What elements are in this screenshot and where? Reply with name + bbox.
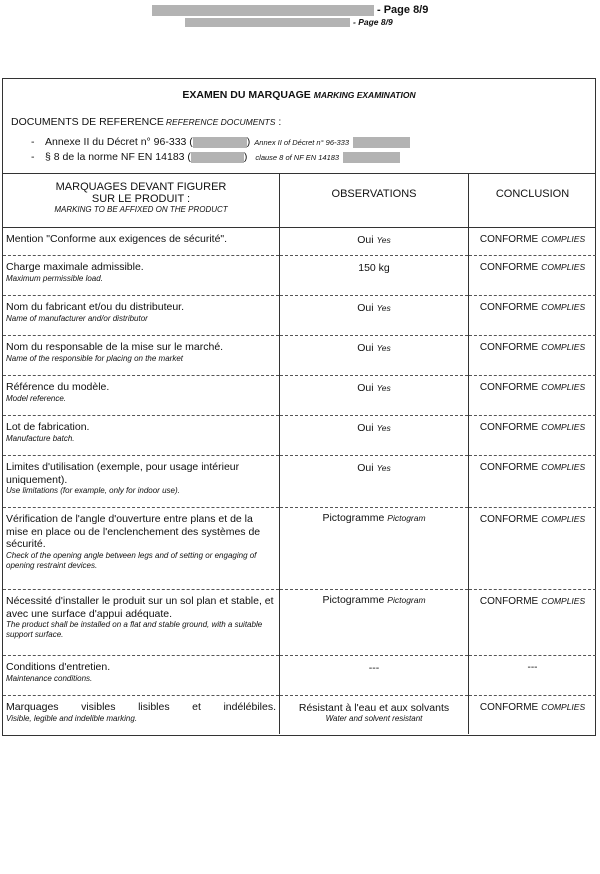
redaction-bar: [191, 152, 244, 163]
section-title: EXAMEN DU MARQUAGE MARKING EXAMINATION: [182, 89, 416, 101]
marking-column-header: MARQUAGES DEVANT FIGURER SUR LE PRODUIT : MARKING TO BE AFFIXED ON THE PRODUCT: [3, 173, 280, 228]
redaction-bar: [343, 152, 400, 163]
table-row: Référence du modèle. Model reference. Oui Yes CONFORME COMPLIES: [3, 376, 596, 416]
redaction-bar: [185, 18, 350, 27]
table-row: Conditions d'entretien. Maintenance conditions. --- ---: [3, 656, 596, 696]
table-row: Nom du responsable de la mise sur le marché. Name of the responsible for placing on the market Oui Yes CONFORME COMPLIES: [3, 336, 596, 376]
marking-examination-box: [2, 78, 596, 736]
redaction-bar: [193, 137, 247, 148]
marking-table: [3, 173, 596, 734]
redaction-bar: [152, 5, 374, 16]
table-row: Marquages visibles lisibles et indélébiles. Visible, legible and indelible marking. Résistant à l'eau et aux solvants Water and solvent resistant CONFORME COMPLIES: [3, 696, 596, 734]
reference-item-en: clause 8 of NF EN 14183: [255, 152, 340, 162]
page-number-italic: - Page 8/9: [353, 17, 393, 27]
conclusion-column-header: CONCLUSION: [469, 173, 597, 228]
reference-item: - § 8 de la norme NF EN 14183 ( ) clause 8 of NF EN 14183: [45, 151, 400, 163]
intro-section: [3, 79, 595, 174]
table-row: Nécessité d'installer le produit sur un sol plan et stable, et avec une surface d'appui adéquate. The product shall be installed on a flat and stable ground, with a suitable support surface. Pictogramme Pictogram CONFORME COMPLIES: [3, 590, 596, 656]
table-row: Lot de fabrication. Manufacture batch. Oui Yes CONFORME COMPLIES: [3, 416, 596, 456]
table-row: Charge maximale admissible. Maximum permissible load. 150 kg CONFORME COMPLIES: [3, 256, 596, 296]
header-line-italic: [185, 17, 393, 27]
page-header: [0, 2, 600, 32]
table-row: Limites d'utilisation (exemple, pour usage intérieur uniquement). Use limitations (for example, only for indoor use). Oui Yes CONFORME COMPLIES: [3, 456, 596, 508]
page-number-bold: - Page 8/9: [377, 4, 429, 16]
table-row: Mention "Conforme aux exigences de sécurité". Oui Yes CONFORME COMPLIES: [3, 228, 596, 256]
redaction-bar: [353, 137, 410, 148]
reference-documents-title: DOCUMENTS DE REFERENCE REFERENCE DOCUMENTS :: [11, 116, 282, 128]
observations-column-header: OBSERVATIONS: [280, 173, 469, 228]
table-row: Vérification de l'angle d'ouverture entre plans et de la mise en place ou de l'enclenchement des systèmes de sécurité. Check of the opening angle between legs and of setting or engaging of opening restraint devices. Pictogramme Pictogram CONFORME COMPLIES: [3, 508, 596, 590]
header-line-bold: [152, 4, 428, 16]
table-row: Nom du fabricant et/ou du distributeur. Name of manufacturer and/or distributor Oui Yes CONFORME COMPLIES: [3, 296, 596, 336]
reference-documents-title-en: REFERENCE DOCUMENTS: [165, 117, 276, 127]
reference-item: - Annexe II du Décret n° 96-333 ( ) Annex II of Décret n° 96-333: [45, 136, 410, 148]
section-title-en: MARKING EXAMINATION: [313, 90, 416, 100]
reference-item-en: Annex II of Décret n° 96-333: [254, 137, 350, 147]
